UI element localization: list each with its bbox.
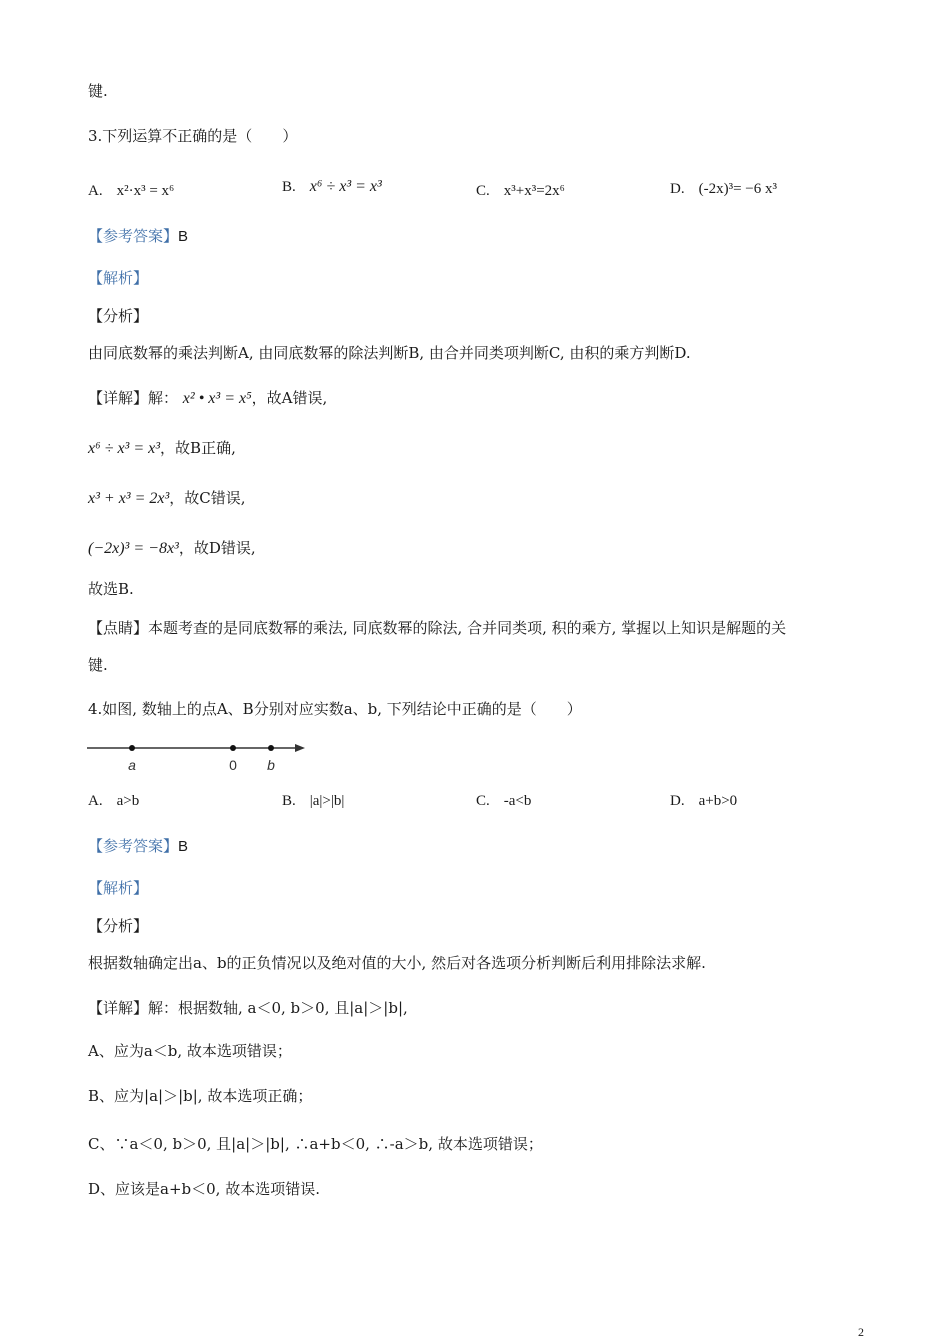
option-text: (-2x)³= −6 x³ [698,181,777,197]
q3-answer [88,225,188,248]
page-number: 2 [858,1325,864,1339]
answer-value: B [178,838,189,855]
option-text: x³+x³=2x⁶ [503,183,565,199]
number-line-arrow [295,744,305,752]
answer-value: B [178,228,189,245]
q4-explain-c: C、∵a＜0, b＞0, 且|a|＞|b|, ∴a+b＜0, ∴-a＞b, 故本选项错误； [88,1135,543,1153]
point-a [129,745,135,751]
option-letter: D. [670,793,685,809]
label-zero: 0 [229,757,237,773]
q3-choose: 故选B. [88,580,134,598]
answer-tag: 【参考答案】 [88,837,179,855]
label-b: b [267,757,275,773]
question-3-stem: 3.下列运算不正确的是（ ） [88,127,298,145]
detail-tag: 【详解】解： [88,389,179,407]
q3-detail-4 [88,537,256,560]
formula: (−2x)³ = −8x³ [88,540,179,557]
q4-detail: 【详解】解：根据数轴, a＜0, b＞0, 且|a|＞|b|, [88,999,408,1017]
number-line-figure [85,738,315,778]
formula-note: ，故C错误, [169,489,246,507]
q4-answer [88,835,188,858]
q3-option-a [88,180,174,202]
option-text: a>b [116,793,140,809]
q3-jiexi-tag: 【解析】 [88,269,149,287]
option-letter: A. [88,183,103,199]
q3-comment-line-2: 键. [88,656,108,674]
formula: x³ + x³ = 2x³ [88,490,170,507]
q4-explain-d: D、应该是a+b＜0, 故本选项错误. [88,1180,320,1198]
q3-option-b [282,176,382,198]
formula: x⁶ ÷ x³ = x³ [88,440,161,457]
option-text: -a<b [503,793,532,809]
q3-detail-3 [88,487,246,510]
point-b [268,745,274,751]
q4-option-b [282,790,344,812]
q3-detail-1 [88,387,327,410]
q3-detail-2 [88,437,236,460]
answer-tag: 【参考答案】 [88,227,179,245]
option-letter: A. [88,793,103,809]
formula-note: ，故D错误, [178,539,256,557]
option-letter: B. [282,179,296,195]
question-4-stem: 4.如图, 数轴上的点A、B分别对应实数a、b, 下列结论中正确的是（ ） [88,700,582,718]
q4-jiexi-tag: 【解析】 [88,879,149,897]
formula-note: ，故A错误, [251,389,328,407]
q4-fenxi-tag: 【分析】 [88,917,149,935]
q4-option-d [670,790,737,812]
q4-option-a [88,790,139,812]
q3-analysis: 由同底数幂的乘法判断A, 由同底数幂的除法判断B, 由合并同类项判断C, 由积的乘方判断D. [88,344,691,362]
option-text: |a|>|b| [309,793,345,809]
option-text: x⁶ ÷ x³ = x³ [309,178,382,195]
option-letter: B. [282,793,296,809]
formula: x² • x³ = x⁵ [182,390,252,407]
continued-text: 键. [88,82,108,100]
point-zero [230,745,236,751]
option-text: x²·x³ = x⁶ [116,183,175,199]
q3-fenxi-tag: 【分析】 [88,307,149,325]
option-text: a+b>0 [698,793,738,809]
q3-option-c [476,180,565,202]
q4-explain-a: A、应为a＜b, 故本选项错误； [88,1042,292,1060]
q4-explain-b: B、应为|a|＞|b|, 故本选项正确； [88,1087,313,1105]
option-letter: C. [476,183,490,199]
option-letter: C. [476,793,490,809]
q3-comment-line-1: 【点睛】本题考查的是同底数幂的乘法, 同底数幂的除法, 合并同类项, 积的乘方, 掌握以上知识是解题的关 [88,619,787,637]
q4-option-c [476,790,531,812]
formula-note: ，故B正确, [160,439,236,457]
option-letter: D. [670,181,685,197]
q4-analysis: 根据数轴确定出a、b的正负情况以及绝对值的大小, 然后对各选项分析判断后利用排除法求解. [88,954,706,972]
label-a: a [128,757,136,773]
q3-option-d [670,178,777,200]
